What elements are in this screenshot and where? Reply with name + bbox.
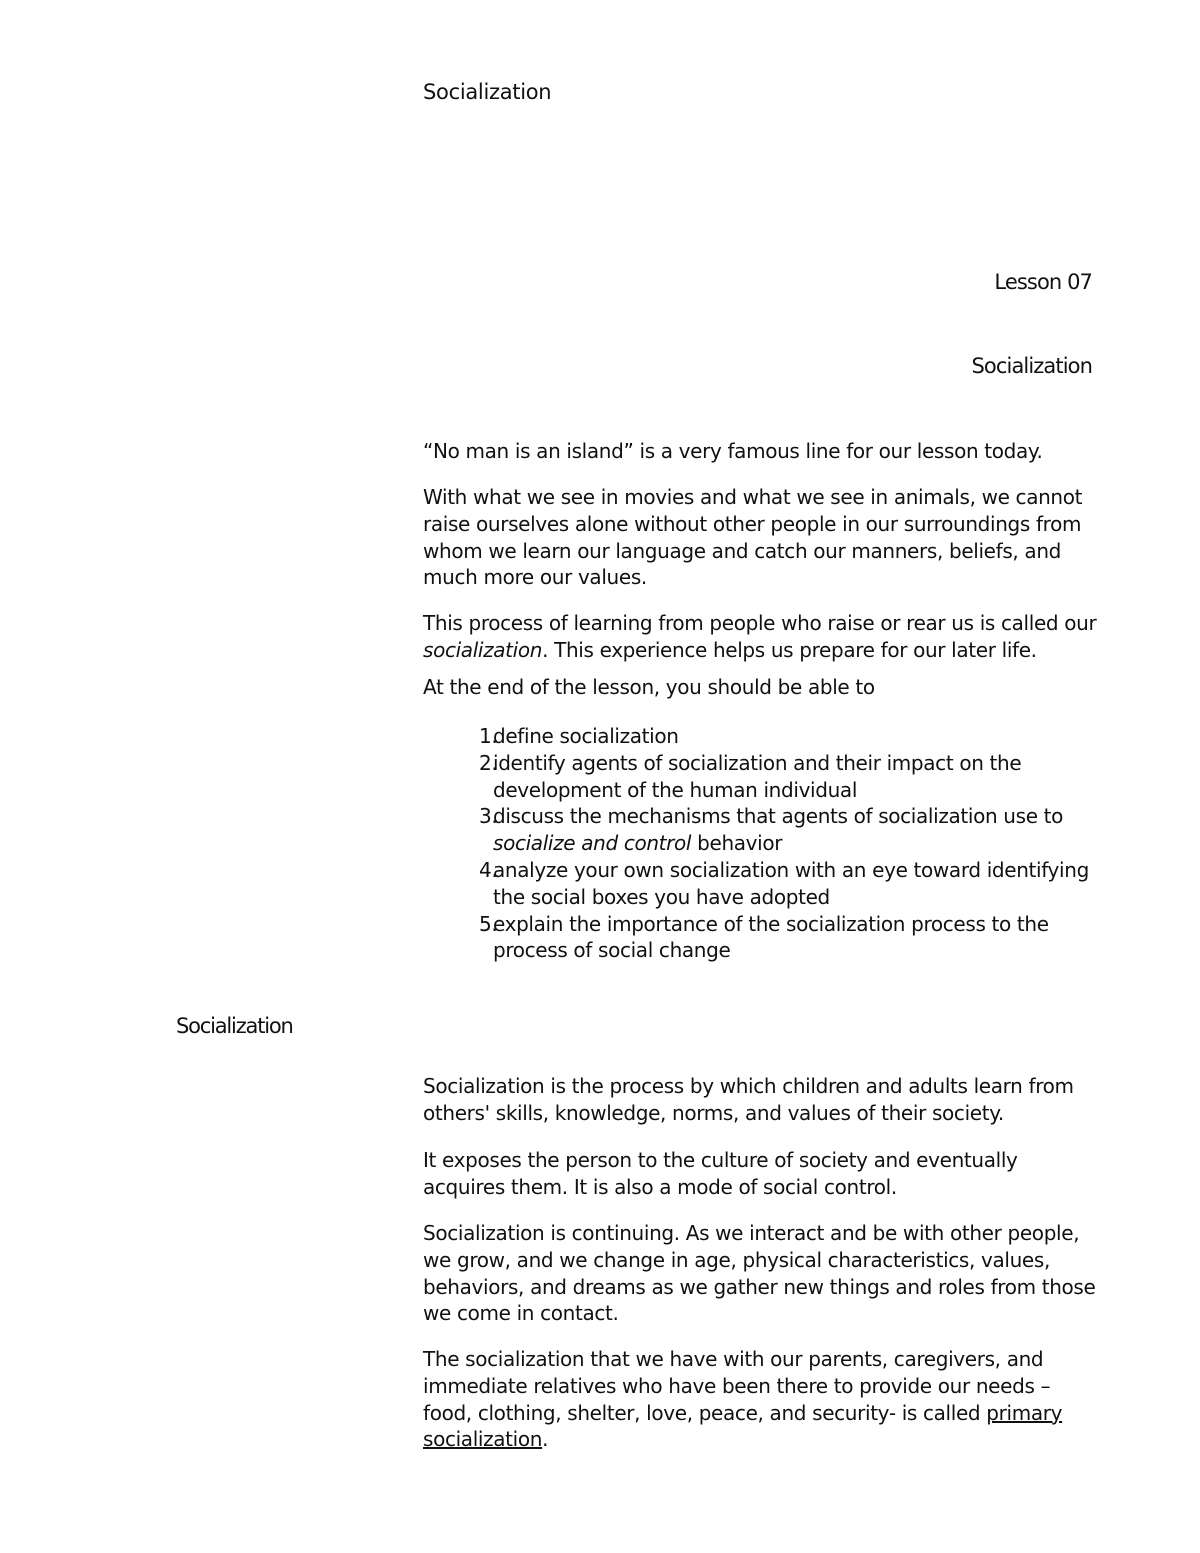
list-item-text: explain the importance of the socialization process to the process of social change [493,911,1049,963]
list-item-text: define socialization [493,724,679,748]
objectives-list [423,723,1103,964]
primary-socialization-text: The socialization that we have with our parents, caregivers, and immediate relatives who have been there to provide our needs – food, clothing, shelter, love, peace, and security- is called [423,1347,1051,1425]
intro-quote-text: “No man is an island” is a very famous line for our lesson today. [423,439,1043,463]
list-item [423,750,1103,804]
section-paragraph-4 [423,1346,1103,1453]
list-item-text: analyze your own socialization with an eye toward identifying the social boxes you have adopted [493,857,1089,909]
intro-paragraph-4 [423,674,1103,701]
list-item-number: 4. [479,857,498,882]
continuing-text: Socialization is continuing. As we interact and be with other people, we grow, and we change in age, physical characteristics, values, behaviors, and dreams as we gather new things and roles from those we come in contact. [423,1221,1096,1326]
section-paragraph-3 [423,1220,1103,1327]
intro-process-text: This process of learning from people who raise or rear us is called our [423,611,1097,635]
intro-paragraph-3 [423,610,1103,664]
list-item [423,803,1103,857]
list-item-number: 2. [479,750,498,775]
list-item [423,723,1103,750]
objectives-lead-text: At the end of the lesson, you should be able to [423,675,875,699]
list-item-number: 1. [479,724,498,748]
definition-text: Socialization is the process by which children and adults learn from others' skills, knowledge, norms, and values of their society. [423,1074,1074,1125]
socialization-emphasis: socialization [423,637,543,662]
exposure-text: It exposes the person to the culture of society and eventually acquires them. It is also a mode of social control. [423,1148,1018,1199]
list-item-emphasis: socialize and control [493,831,692,856]
list-item [423,857,1103,911]
primary-socialization-term: primary socialization [423,1400,1063,1452]
section-heading: Socialization [176,1014,293,1038]
intro-experience-text: . This experience helps us prepare for our later life. [542,637,1037,662]
closing-period: . [542,1427,549,1452]
lesson-number: Lesson 07 [994,270,1092,294]
lesson-title: Socialization [971,354,1092,378]
section-paragraph-1 [423,1073,1103,1127]
list-item-text [493,803,1098,857]
intro-paragraph-1 [423,438,1103,465]
document-header-title: Socialization [423,80,552,104]
section-paragraph-2 [423,1147,1103,1201]
list-item-text: identify agents of socialization and their impact on the development of the human individual [493,750,1022,802]
list-item-number: 5. [479,911,498,936]
intro-movies-text: With what we see in movies and what we see in animals, we cannot raise ourselves alone without other people in our surroundings from whom we learn our language and catch our manners, beliefs, and much more our values. [423,485,1083,590]
intro-paragraph-2 [423,484,1103,591]
list-item-text-end: behavior [691,831,783,856]
list-item-number: 3. [479,804,498,829]
list-item-text-start: discuss the mechanisms that agents of socialization use to [493,804,1064,829]
list-item [423,911,1103,965]
